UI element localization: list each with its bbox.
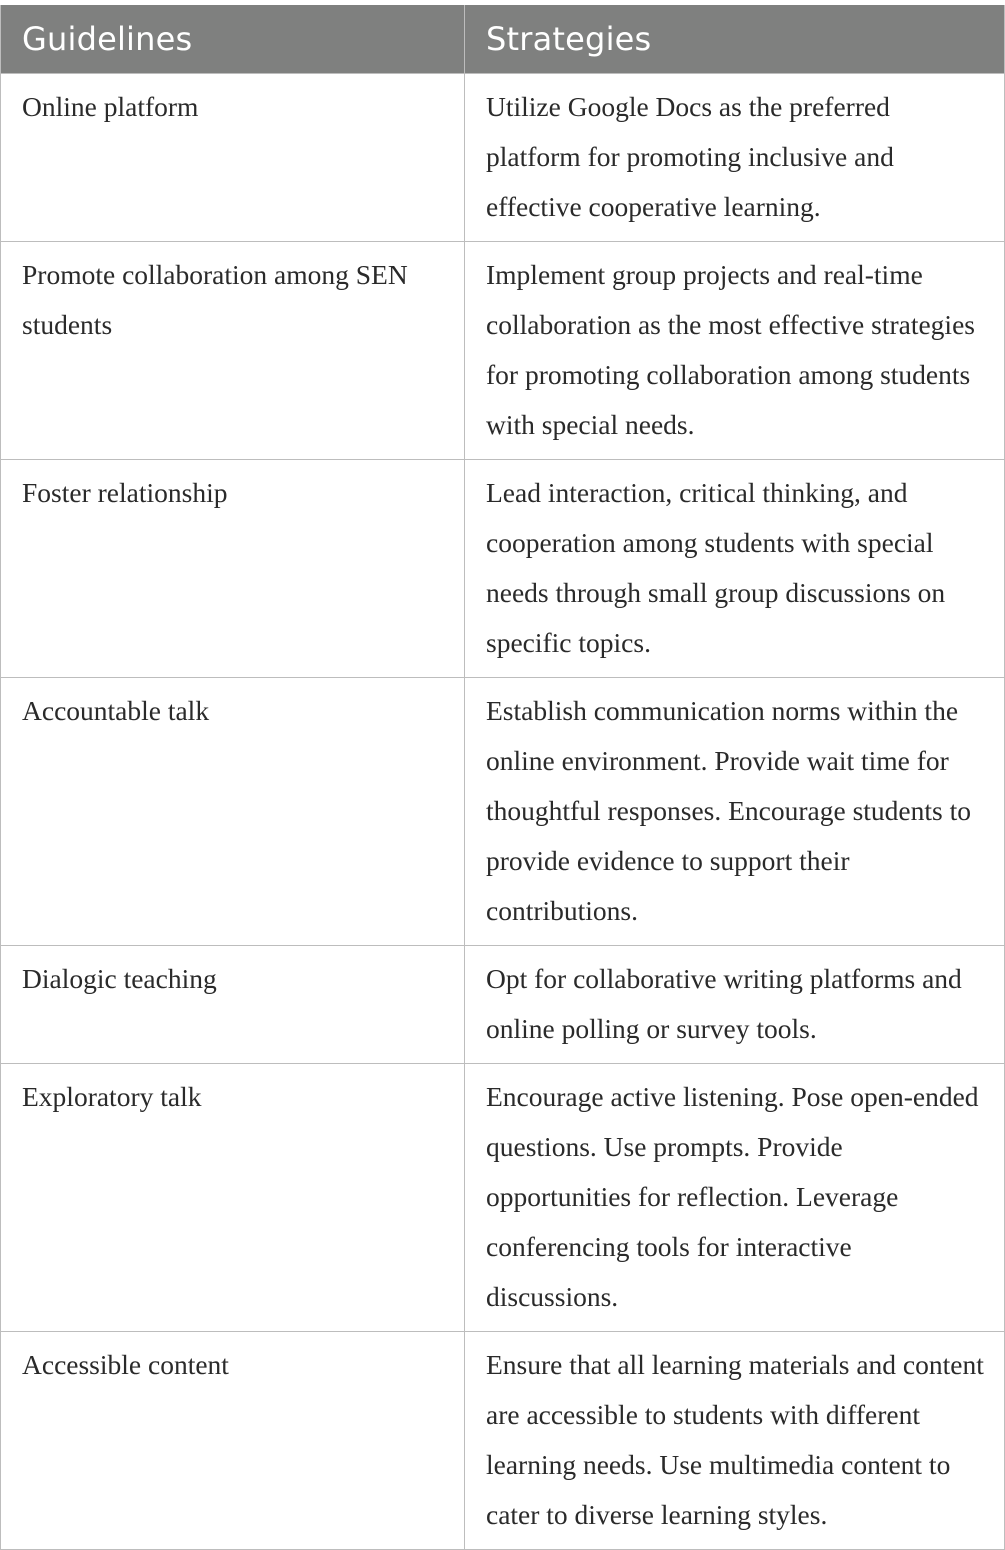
header-row <box>1 5 1005 74</box>
strategy-cell: Lead interaction, critical thinking, and cooperation among students with special needs through small group discussions on specific topics. <box>465 460 1005 678</box>
guidelines-table-container <box>0 5 1004 1550</box>
strategy-cell: Opt for collaborative writing platforms and online polling or survey tools. <box>465 946 1005 1064</box>
table-row <box>1 946 1005 1064</box>
strategy-cell: Encourage active listening. Pose open-ended questions. Use prompts. Provide opportunities for reflection. Leverage conferencing tools for interactive discussions. <box>465 1064 1005 1332</box>
table-body <box>1 74 1005 1550</box>
guideline-cell: Promote collaboration among SEN students <box>1 242 465 460</box>
guideline-cell: Exploratory talk <box>1 1064 465 1332</box>
header-guidelines: Guidelines <box>1 5 465 74</box>
guideline-cell: Foster relationship <box>1 460 465 678</box>
guideline-cell: Accountable talk <box>1 678 465 946</box>
table-row <box>1 74 1005 242</box>
table-row <box>1 242 1005 460</box>
strategy-cell: Ensure that all learning materials and content are accessible to students with different learning needs. Use multimedia content to cater to diverse learning styles. <box>465 1332 1005 1550</box>
strategy-cell: Establish communication norms within the online environment. Provide wait time for thoughtful responses. Encourage students to provide evidence to support their contributions. <box>465 678 1005 946</box>
table-row <box>1 1332 1005 1550</box>
guideline-cell: Dialogic teaching <box>1 946 465 1064</box>
table-row <box>1 678 1005 946</box>
guideline-cell: Online platform <box>1 74 465 242</box>
table-header <box>1 5 1005 74</box>
table-row <box>1 460 1005 678</box>
table-row <box>1 1064 1005 1332</box>
guidelines-strategies-table <box>0 5 1005 1550</box>
strategy-cell: Implement group projects and real-time collaboration as the most effective strategies for promoting collaboration among students with special needs. <box>465 242 1005 460</box>
strategy-cell: Utilize Google Docs as the preferred platform for promoting inclusive and effective cooperative learning. <box>465 74 1005 242</box>
guideline-cell: Accessible content <box>1 1332 465 1550</box>
header-strategies: Strategies <box>465 5 1005 74</box>
